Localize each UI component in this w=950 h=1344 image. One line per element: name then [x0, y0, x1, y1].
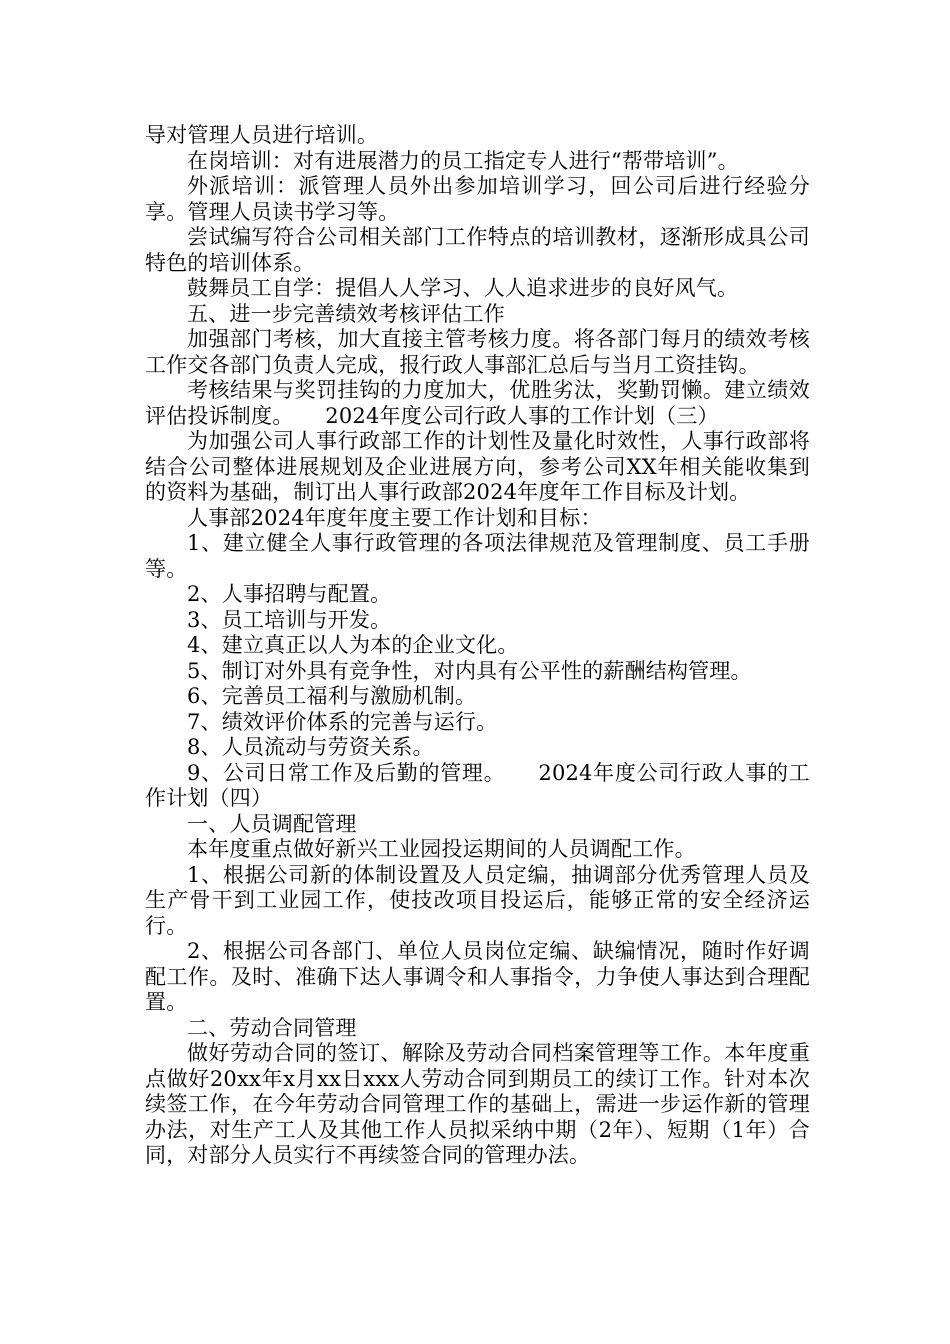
paragraph: 为加强公司人事行政部工作的计划性及量化时效性，人事行政部将结合公司整体进展规划及企业进展方向，参考公司XX年相关能收集到的资料为基础，制订出人事行政部2024年度年工作目标及计划。: [145, 429, 810, 504]
list-item: 3、员工培训与开发。: [187, 607, 392, 632]
paragraph: 考核结果与奖罚挂钩的力度加大，优胜劣汰，奖勤罚懒。建立绩效评估投诉制度。 2024年度公司行政人事的工作计划（三）: [145, 378, 810, 428]
list-item: 7、绩效评价体系的完善与运行。: [187, 709, 498, 734]
section-heading: 一、人员调配管理: [187, 811, 357, 836]
list-item: 6、完善员工福利与激励机制。: [187, 684, 477, 708]
list-item: 9、公司日常工作及后勤的管理。 2024年度公司行政人事的工作计划（四）: [145, 760, 810, 810]
paragraph: 人事部2024年度年度主要工作计划和目标：: [187, 505, 602, 530]
paragraph: 本年度重点做好新兴工业园投运期间的人员调配工作。: [187, 837, 696, 861]
list-item: 2、根据公司各部门、单位人员岗位定编、缺编情况，随时作好调配工作。及时、准确下达人事调令和人事指令，力争使人事达到合理配置。: [145, 939, 810, 1014]
section-heading: 二、劳动合同管理: [187, 1015, 357, 1040]
list-item: 8、人员流动与劳资关系。: [187, 735, 434, 759]
list-item: 1、根据公司新的体制设置及人员定编，抽调部分优秀管理人员及生产骨干到工业园工作，使技改项目投运后，能够正常的安全经济运行。: [145, 862, 810, 938]
paragraph: 尝试编写符合公司相关部门工作特点的培训教材，逐渐形成具公司特色的培训体系。: [145, 225, 810, 275]
paragraph: 鼓舞员工自学：提倡人人学习、人人追求进步的良好风气。: [187, 276, 739, 300]
list-item: 2、人事招聘与配置。: [187, 582, 392, 606]
paragraph: 在岗培训：对有进展潜力的员工指定专人进行“帮带培训”。: [187, 148, 739, 173]
paragraph: 外派培训：派管理人员外出参加培训学习，回公司后进行经验分享。管理人员读书学习等。: [145, 174, 810, 224]
list-item: 5、制订对外具有竞争性，对内具有公平性的薪酬结构管理。: [187, 658, 752, 683]
section-heading: 五、进一步完善绩效考核评估工作: [187, 301, 505, 326]
list-item: 1、建立健全人事行政管理的各项法律规范及管理制度、员工手册等。: [145, 531, 810, 581]
paragraph: 导对管理人员进行培训。: [145, 123, 379, 147]
document-body: [145, 123, 810, 1169]
list-item: 4、建立真正以人为本的企业文化。: [187, 633, 519, 657]
paragraph: 做好劳动合同的签订、解除及劳动合同档案管理等工作。本年度重点做好20xx年x月xx日xxx人劳动合同到期员工的续订工作。针对本次续签工作，在今年劳动合同管理工作的基础上，需进一步运作新的管理办法，对生产工人及其他工作人员拟采纳中期（2年）、短期（1年）合同，对部分人员实行不再续签合同的管理办法。: [145, 1041, 810, 1167]
paragraph: 加强部门考核，加大直接主管考核力度。将各部门每月的绩效考核工作交各部门负责人完成，报行政人事部汇总后与当月工资挂钩。: [145, 327, 810, 377]
